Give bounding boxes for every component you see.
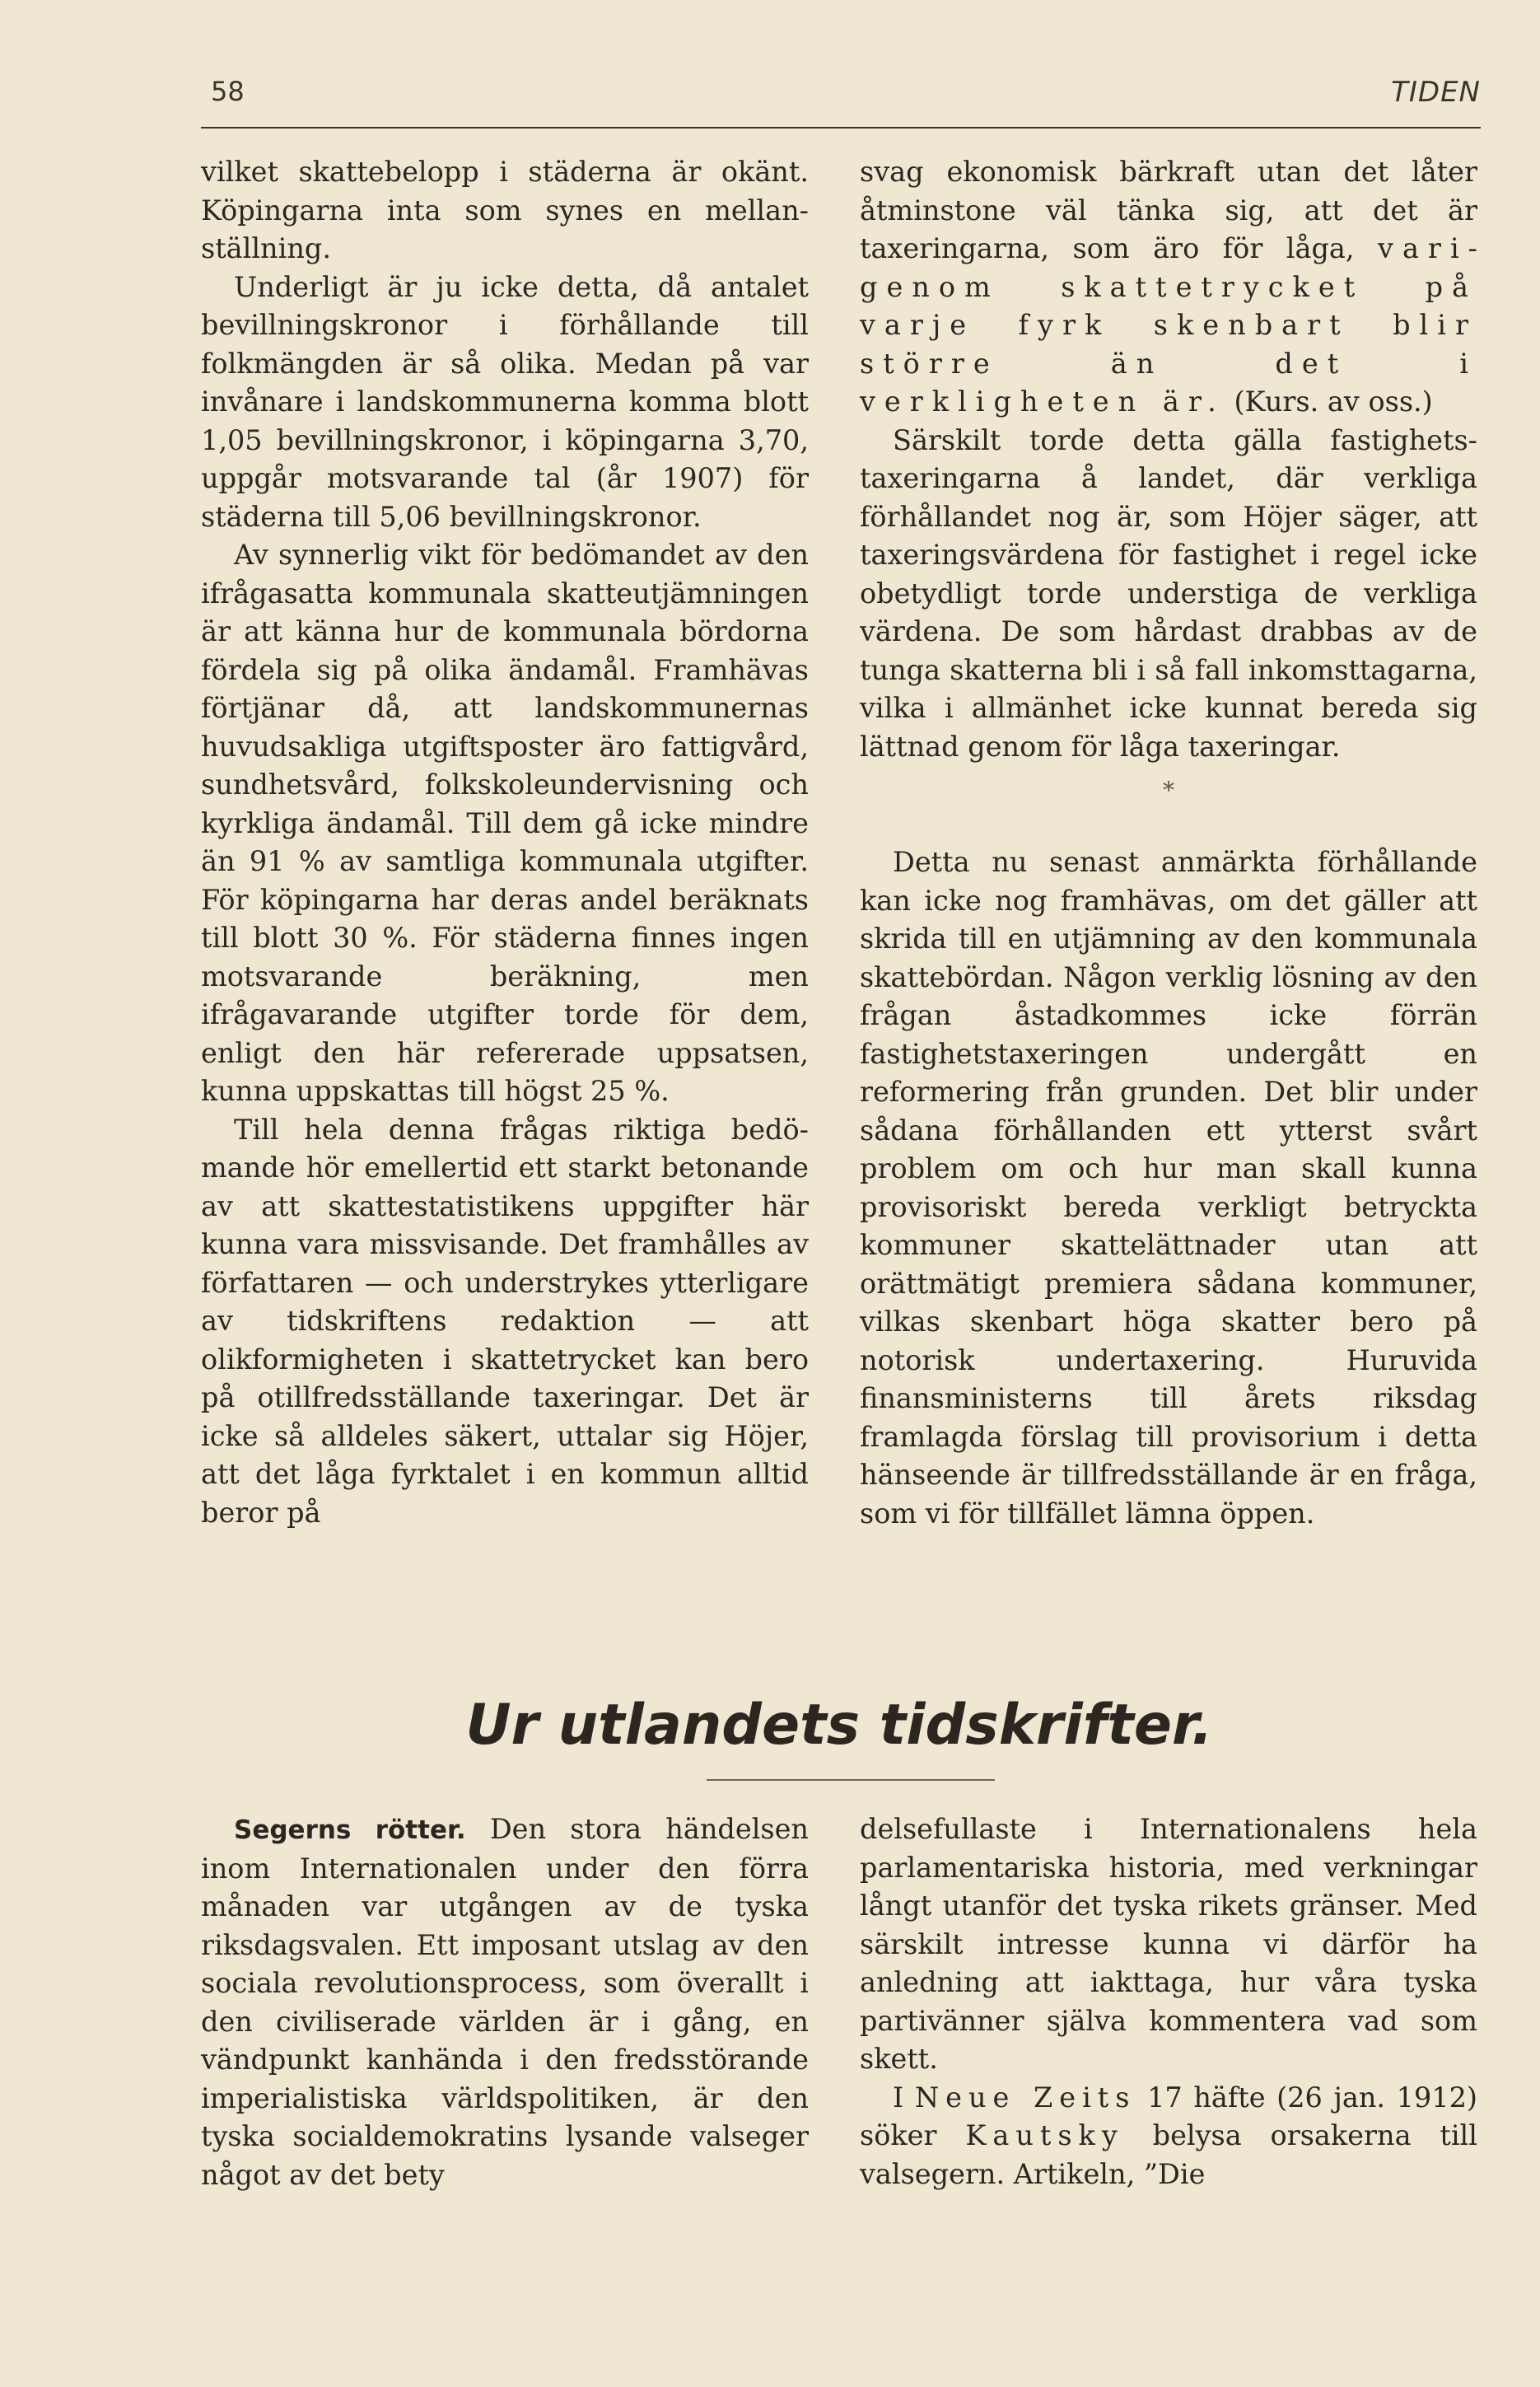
paragraph-text: I (893, 2081, 904, 2114)
paragraph: Detta nu senast anmärkta förhållande kan icke nog framhävas, om det gäller att skrida till en utjämning av den kommunala skattebördan. Någon verklig lösning av den frågan åstadkommes icke förrän fastighetstaxeringen undergått en reformering från grunden. Det blir under sådana förhållanden ett ytterst svårt problem om och hur man skall kunna provisoriskt bereda verkligt betryckta kommuner skattelättnader utan att orättmätigt premiera sådana kommuner, vilkas skenbart höga skatter bero på notorisk undertaxering. Huruvida finansministerns till årets riksdag framlagda förslag till provisorium i detta hänseende är tillfredsställande är en fråga, som vi för tillfället lämna öppen. (860, 846, 1477, 1530)
column-top-right (860, 153, 1477, 1533)
paragraph: Till hela denna frågas riktiga bedömande hör emellertid ett starkt betonande av att skattestatistikens uppgifter här kunna vara missvisande. Det framhålles av författaren — och understrykes ytterligare av tidskriftens redaktion — att olikformigheten i skattetrycket kan bero på otillfredsställande taxeringar. Det är icke så alldeles säkert, uttalar sig Höjer, att det låga fyrktalet i en kommun alltid beror på (201, 1113, 809, 1529)
section-heading: Ur utlandets tidskrifter. (465, 1693, 1213, 1758)
page-header (201, 68, 1481, 128)
paragraph: Särskilt torde detta gälla fastighetstaxeringarna å landet, där verkliga förhållandet nog är, som Höjer säger, att taxeringsvärdena för fastighet i regel icke obetydligt torde understiga de verkliga värdena. De som hårdast drabbas av de tunga skatterna bli i så fall inkomsttagarna, vilka i allmänhet icke kunnat bereda sig lättnad genom för låga taxeringar. (860, 423, 1477, 763)
paragraph (860, 153, 1477, 422)
heading-divider (707, 1779, 995, 1781)
paragraph: vilket skattebelopp i städerna är okänt. Köpingarna inta som synes en mellanställning. (201, 156, 809, 264)
paragraph-text: svag ekonomisk bärkraft utan det låter åtminstone väl tänka sig, att det är taxeringarna, som äro för låga, (860, 156, 1477, 264)
paragraph: delsefullaste i Internationalens hela parlamentariska historia, med verkningar långt utanför det tyska rikets gränser. Med särskilt intresse kunna vi därför ha anledning att iakttaga, hur våra tyska partivänner själva kommentera vad som skett. (860, 1813, 1477, 2075)
emphasized-text: varigenom skattetrycket på varje fyrk skenbart blir större än det i verkligheten är. (860, 232, 1477, 418)
paragraph-text: 17 häfte (26 jan. 1912) söker (860, 2081, 1477, 2151)
section-separator: * (1163, 777, 1174, 804)
run-in-heading: Segerns rötter. (234, 1815, 466, 1845)
column-bottom-left (201, 1810, 809, 2194)
column-bottom-right (860, 1810, 1477, 2193)
paragraph: Av synnerlig vikt för bedömandet av den ifrågasatta kommunala skatteutjämningen är att känna hur de kommunala bördorna fördela sig på olika ändamål. Framhävas förtjänar då, att landskommunernas huvudsakliga utgiftsposter äro fattigvård, sundhetsvård, folkskoleundervisning och kyrkliga ändamål. Till dem gå icke mindre än 91 % av samtliga kommunala utgifter. För köpingarna har deras andel beräknats till blott 30 %. För städerna finnes ingen motsvarande beräkning, men ifrågavarande utgifter torde för dem, enligt den här refererade uppsatsen, kunna uppskattas till högst 25 %. (201, 539, 809, 1107)
author-name: Kautsky (965, 2119, 1124, 2151)
page-number: 58 (211, 76, 245, 107)
paragraph-text: (Kurs. av oss.) (1234, 385, 1433, 418)
paragraph-text: belysa orsakerna till valsegern. Artikeln, ”Die (860, 2119, 1477, 2190)
journal-name: Neue Zeits (914, 2081, 1136, 2114)
paragraph (201, 1810, 809, 2194)
paragraph: Underligt är ju icke detta, då antalet bevillningskronor i förhållande till folkmängden är så olika. Medan på var invånare i landskommunerna komma blott 1,05 bevillningskronor, i köpingarna 3,70, uppgår motsvarande tal (år 1907) för städerna till 5,06 bevillningskronor. (201, 270, 809, 533)
journal-title: TIDEN (1391, 76, 1481, 109)
paragraph-text: Den stora händelsen inom Internationalen under den förra månaden var utgången av de tyska riksdagsvalen. Ett imposant utslag av den sociala revolutionsprocess, som överallt i den civiliserade världen är i gång, en vändpunkt kanhända i den fredsstörande imperialistiska världspolitiken, är den tyska socialdemokratins lysande valseger något av det bety (201, 1813, 809, 2191)
column-top-left (201, 153, 809, 1532)
paragraph (860, 2079, 1477, 2194)
